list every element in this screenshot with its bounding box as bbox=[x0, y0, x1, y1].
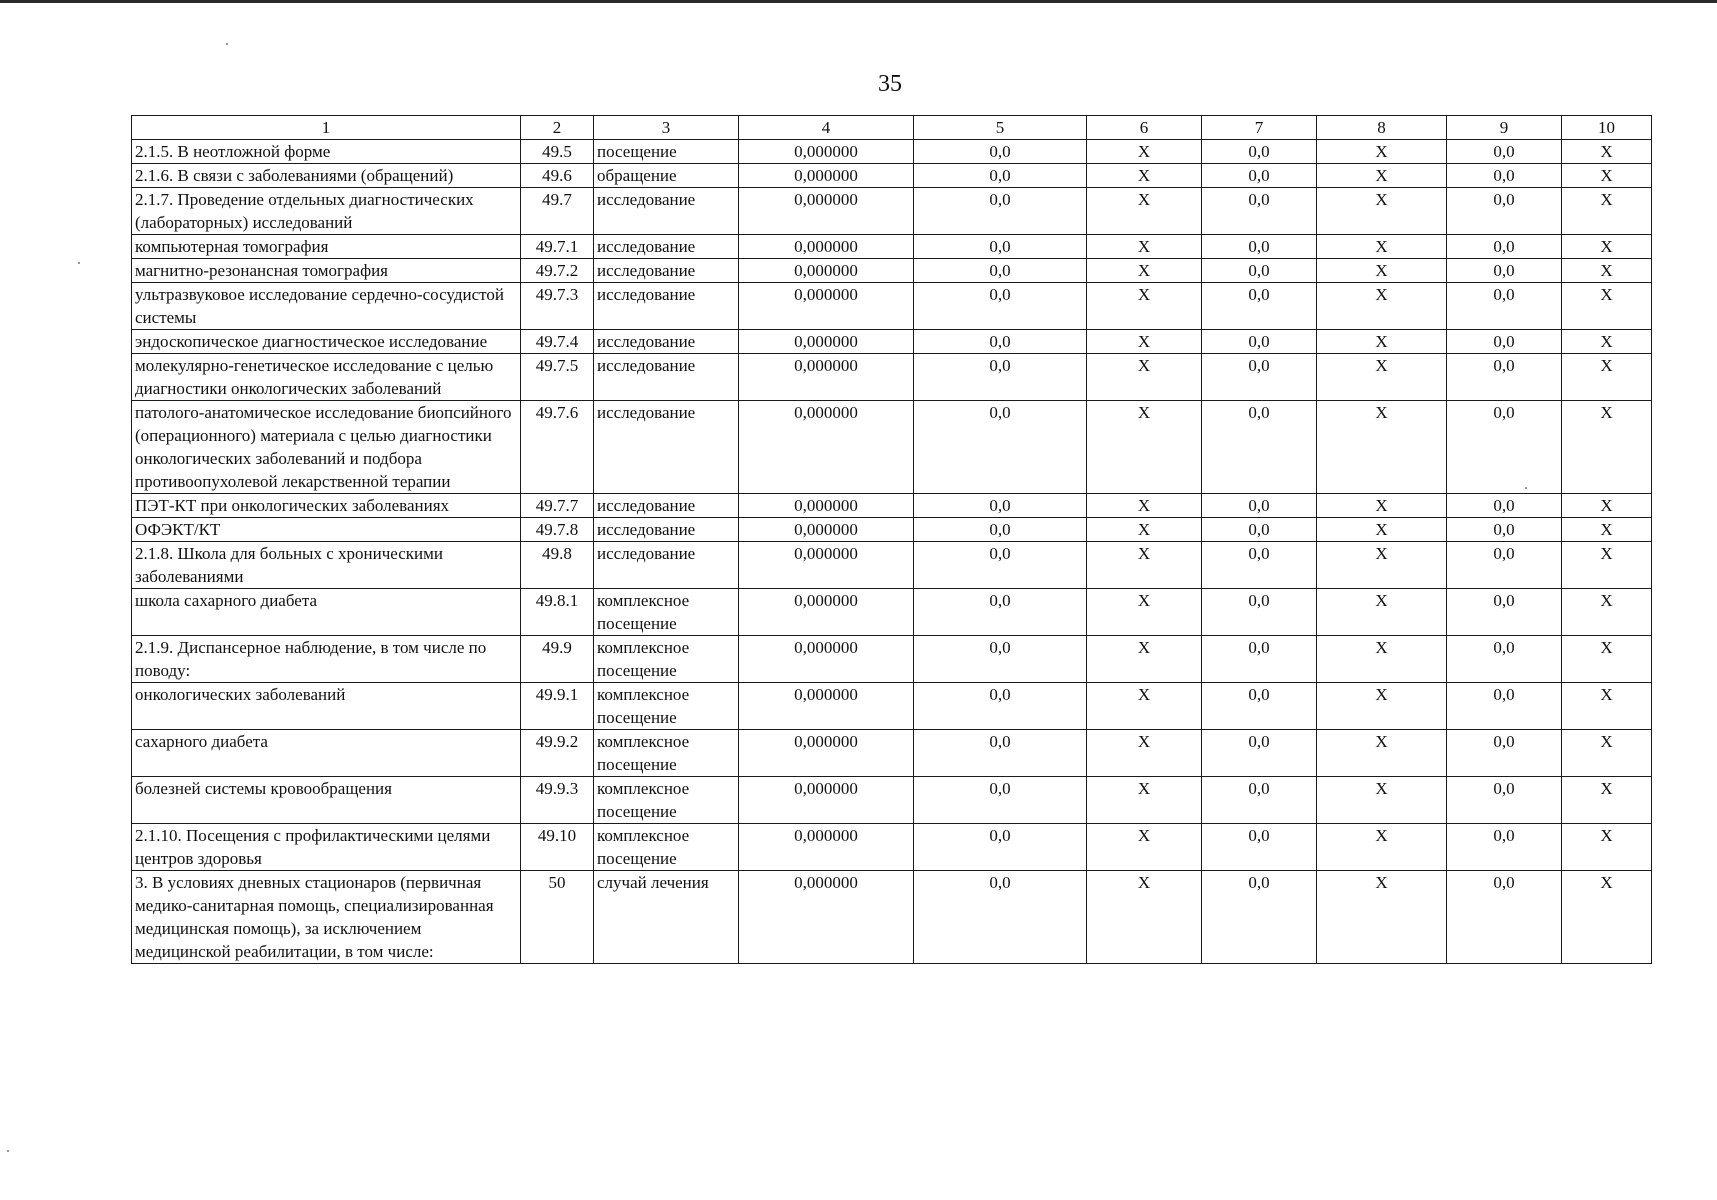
value-cell: X bbox=[1087, 235, 1202, 259]
scan-top-edge bbox=[0, 0, 1717, 3]
value-cell: X bbox=[1562, 683, 1652, 730]
value-cell: X bbox=[1087, 330, 1202, 354]
value-cell: X bbox=[1087, 542, 1202, 589]
value-cell: 0,0 bbox=[1447, 589, 1562, 636]
value-cell: X bbox=[1562, 164, 1652, 188]
row-name-cell: 2.1.8. Школа для больных с хроническими заболеваниями bbox=[132, 542, 521, 589]
value-cell: X bbox=[1087, 188, 1202, 235]
table-row bbox=[132, 164, 1652, 188]
value-cell: 0,0 bbox=[1447, 518, 1562, 542]
value-cell: 0,0 bbox=[914, 871, 1087, 964]
value-cell: X bbox=[1562, 259, 1652, 283]
value-cell: 0,0 bbox=[914, 589, 1087, 636]
row-unit-cell: исследование bbox=[594, 235, 739, 259]
row-name-cell: ультразвуковое исследование сердечно-сосудистой системы bbox=[132, 283, 521, 330]
value-cell: 0,0 bbox=[914, 164, 1087, 188]
value-cell: X bbox=[1317, 140, 1447, 164]
value-cell: 0,000000 bbox=[739, 259, 914, 283]
value-cell: X bbox=[1087, 824, 1202, 871]
value-cell: 0,000000 bbox=[739, 494, 914, 518]
value-cell: 0,0 bbox=[1202, 354, 1317, 401]
value-cell: X bbox=[1317, 401, 1447, 494]
value-cell: X bbox=[1087, 589, 1202, 636]
row-unit-cell: комплексное посещение bbox=[594, 589, 739, 636]
row-unit-cell: исследование bbox=[594, 283, 739, 330]
column-header: 4 bbox=[739, 116, 914, 140]
value-cell: 0,0 bbox=[1202, 777, 1317, 824]
value-cell: X bbox=[1317, 283, 1447, 330]
value-cell: 0,0 bbox=[1447, 235, 1562, 259]
value-cell: X bbox=[1087, 401, 1202, 494]
value-cell: X bbox=[1317, 494, 1447, 518]
value-cell: 0,0 bbox=[1447, 683, 1562, 730]
value-cell: 0,0 bbox=[1202, 401, 1317, 494]
row-name-cell: 2.1.5. В неотложной форме bbox=[132, 140, 521, 164]
value-cell: 0,0 bbox=[914, 401, 1087, 494]
table-row bbox=[132, 283, 1652, 330]
row-name-cell: компьютерная томография bbox=[132, 235, 521, 259]
row-unit-cell: исследование bbox=[594, 330, 739, 354]
value-cell: X bbox=[1317, 636, 1447, 683]
value-cell: 0,0 bbox=[914, 683, 1087, 730]
value-cell: 0,0 bbox=[914, 259, 1087, 283]
value-cell: X bbox=[1562, 283, 1652, 330]
value-cell: 0,0 bbox=[1202, 259, 1317, 283]
value-cell: 0,000000 bbox=[739, 871, 914, 964]
value-cell: 0,0 bbox=[1447, 259, 1562, 283]
row-code-cell: 49.7.6 bbox=[521, 401, 594, 494]
row-name-cell: 2.1.7. Проведение отдельных диагностических (лабораторных) исследований bbox=[132, 188, 521, 235]
row-unit-cell: исследование bbox=[594, 542, 739, 589]
value-cell: 0,0 bbox=[1447, 401, 1562, 494]
value-cell: X bbox=[1087, 777, 1202, 824]
row-unit-cell: посещение bbox=[594, 140, 739, 164]
row-unit-cell: исследование bbox=[594, 259, 739, 283]
column-header: 7 bbox=[1202, 116, 1317, 140]
value-cell: X bbox=[1087, 636, 1202, 683]
column-number-header-row bbox=[132, 116, 1652, 140]
column-header: 2 bbox=[521, 116, 594, 140]
value-cell: 0,0 bbox=[914, 636, 1087, 683]
value-cell: 0,0 bbox=[1202, 188, 1317, 235]
value-cell: 0,0 bbox=[1447, 824, 1562, 871]
value-cell: X bbox=[1087, 730, 1202, 777]
value-cell: X bbox=[1562, 330, 1652, 354]
value-cell: X bbox=[1317, 589, 1447, 636]
value-cell: 0,0 bbox=[914, 542, 1087, 589]
value-cell: 0,000000 bbox=[739, 164, 914, 188]
column-header: 10 bbox=[1562, 116, 1652, 140]
value-cell: 0,0 bbox=[1447, 330, 1562, 354]
value-cell: 0,0 bbox=[1447, 636, 1562, 683]
scan-speck bbox=[7, 1150, 9, 1152]
row-code-cell: 49.7.7 bbox=[521, 494, 594, 518]
scan-speck bbox=[1525, 487, 1527, 489]
table-row bbox=[132, 636, 1652, 683]
value-cell: 0,0 bbox=[1202, 542, 1317, 589]
value-cell: 0,0 bbox=[1447, 494, 1562, 518]
column-header: 9 bbox=[1447, 116, 1562, 140]
value-cell: 0,0 bbox=[1202, 494, 1317, 518]
table-row bbox=[132, 777, 1652, 824]
row-code-cell: 49.7 bbox=[521, 188, 594, 235]
value-cell: X bbox=[1317, 164, 1447, 188]
value-cell: 0,0 bbox=[914, 188, 1087, 235]
value-cell: X bbox=[1562, 401, 1652, 494]
row-name-cell: болезней системы кровообращения bbox=[132, 777, 521, 824]
value-cell: X bbox=[1562, 235, 1652, 259]
value-cell: 0,000000 bbox=[739, 542, 914, 589]
value-cell: 0,000000 bbox=[739, 589, 914, 636]
row-name-cell: 2.1.9. Диспансерное наблюдение, в том числе по поводу: bbox=[132, 636, 521, 683]
row-unit-cell: комплексное посещение bbox=[594, 730, 739, 777]
table-row bbox=[132, 730, 1652, 777]
value-cell: X bbox=[1317, 824, 1447, 871]
row-name-cell: 3. В условиях дневных стационаров (первичная медико-санитарная помощь, специализированная медицинская помощь), за исключением медицинской реабилитации, в том числе: bbox=[132, 871, 521, 964]
value-cell: 0,0 bbox=[914, 330, 1087, 354]
value-cell: X bbox=[1087, 140, 1202, 164]
value-cell: 0,000000 bbox=[739, 824, 914, 871]
table-row bbox=[132, 354, 1652, 401]
row-code-cell: 49.7.5 bbox=[521, 354, 594, 401]
value-cell: 0,0 bbox=[1202, 164, 1317, 188]
value-cell: X bbox=[1087, 259, 1202, 283]
column-header: 3 bbox=[594, 116, 739, 140]
value-cell: X bbox=[1562, 730, 1652, 777]
row-unit-cell: комплексное посещение bbox=[594, 636, 739, 683]
value-cell: 0,0 bbox=[1202, 140, 1317, 164]
row-name-cell: 2.1.10. Посещения с профилактическими целями центров здоровья bbox=[132, 824, 521, 871]
row-unit-cell: комплексное посещение bbox=[594, 683, 739, 730]
value-cell: 0,0 bbox=[1447, 777, 1562, 824]
row-unit-cell: случай лечения bbox=[594, 871, 739, 964]
value-cell: X bbox=[1317, 683, 1447, 730]
row-name-cell: ПЭТ-КТ при онкологических заболеваниях bbox=[132, 494, 521, 518]
value-cell: X bbox=[1087, 494, 1202, 518]
row-unit-cell: комплексное посещение bbox=[594, 777, 739, 824]
value-cell: X bbox=[1317, 188, 1447, 235]
data-table bbox=[131, 115, 1652, 964]
table-row bbox=[132, 235, 1652, 259]
value-cell: X bbox=[1317, 730, 1447, 777]
table-row bbox=[132, 188, 1652, 235]
row-unit-cell: исследование bbox=[594, 188, 739, 235]
column-header: 6 bbox=[1087, 116, 1202, 140]
row-unit-cell: исследование bbox=[594, 518, 739, 542]
value-cell: 0,0 bbox=[1447, 542, 1562, 589]
table-row bbox=[132, 259, 1652, 283]
row-unit-cell: исследование bbox=[594, 401, 739, 494]
row-code-cell: 49.5 bbox=[521, 140, 594, 164]
row-code-cell: 49.7.3 bbox=[521, 283, 594, 330]
row-code-cell: 49.10 bbox=[521, 824, 594, 871]
value-cell: 0,0 bbox=[1447, 354, 1562, 401]
value-cell: X bbox=[1087, 283, 1202, 330]
row-code-cell: 49.8.1 bbox=[521, 589, 594, 636]
column-header: 1 bbox=[132, 116, 521, 140]
value-cell: 0,0 bbox=[914, 824, 1087, 871]
value-cell: X bbox=[1562, 494, 1652, 518]
value-cell: 0,0 bbox=[1202, 636, 1317, 683]
row-name-cell: ОФЭКТ/КТ bbox=[132, 518, 521, 542]
row-code-cell: 49.8 bbox=[521, 542, 594, 589]
row-unit-cell: комплексное посещение bbox=[594, 824, 739, 871]
value-cell: 0,0 bbox=[1447, 283, 1562, 330]
value-cell: X bbox=[1562, 824, 1652, 871]
page-number: 35 bbox=[878, 71, 902, 97]
value-cell: X bbox=[1317, 542, 1447, 589]
scan-speck bbox=[78, 262, 80, 264]
value-cell: X bbox=[1317, 330, 1447, 354]
row-unit-cell: исследование bbox=[594, 494, 739, 518]
value-cell: 0,0 bbox=[1202, 824, 1317, 871]
value-cell: 0,000000 bbox=[739, 330, 914, 354]
value-cell: 0,000000 bbox=[739, 683, 914, 730]
table-row bbox=[132, 871, 1652, 964]
row-unit-cell: обращение bbox=[594, 164, 739, 188]
value-cell: X bbox=[1562, 188, 1652, 235]
table-row bbox=[132, 683, 1652, 730]
value-cell: 0,000000 bbox=[739, 188, 914, 235]
value-cell: X bbox=[1317, 518, 1447, 542]
row-name-cell: 2.1.6. В связи с заболеваниями (обращений) bbox=[132, 164, 521, 188]
row-name-cell: молекулярно-генетическое исследование с целью диагностики онкологических заболеваний bbox=[132, 354, 521, 401]
row-code-cell: 50 bbox=[521, 871, 594, 964]
value-cell: 0,0 bbox=[1447, 730, 1562, 777]
row-name-cell: сахарного диабета bbox=[132, 730, 521, 777]
table-row bbox=[132, 824, 1652, 871]
table-row bbox=[132, 401, 1652, 494]
value-cell: X bbox=[1562, 777, 1652, 824]
value-cell: 0,0 bbox=[914, 354, 1087, 401]
value-cell: X bbox=[1562, 589, 1652, 636]
value-cell: X bbox=[1317, 259, 1447, 283]
row-name-cell: патолого-анатомическое исследование биопсийного (операционного) материала с целью диагностики онкологических заболеваний и подбора противоопухолевой лекарственной терапии bbox=[132, 401, 521, 494]
value-cell: 0,0 bbox=[1202, 683, 1317, 730]
value-cell: 0,0 bbox=[1202, 518, 1317, 542]
value-cell: X bbox=[1562, 636, 1652, 683]
value-cell: X bbox=[1317, 235, 1447, 259]
table-row bbox=[132, 330, 1652, 354]
value-cell: 0,0 bbox=[914, 730, 1087, 777]
column-header: 8 bbox=[1317, 116, 1447, 140]
value-cell: 0,0 bbox=[914, 494, 1087, 518]
value-cell: X bbox=[1087, 518, 1202, 542]
value-cell: 0,0 bbox=[914, 235, 1087, 259]
table-row bbox=[132, 140, 1652, 164]
table-row bbox=[132, 518, 1652, 542]
table-row bbox=[132, 589, 1652, 636]
row-code-cell: 49.9.3 bbox=[521, 777, 594, 824]
value-cell: X bbox=[1562, 542, 1652, 589]
table-row bbox=[132, 542, 1652, 589]
value-cell: 0,000000 bbox=[739, 730, 914, 777]
value-cell: X bbox=[1087, 871, 1202, 964]
row-code-cell: 49.7.8 bbox=[521, 518, 594, 542]
value-cell: 0,0 bbox=[914, 518, 1087, 542]
value-cell: 0,0 bbox=[1447, 164, 1562, 188]
scan-speck bbox=[226, 43, 228, 45]
value-cell: X bbox=[1087, 354, 1202, 401]
row-name-cell: онкологических заболеваний bbox=[132, 683, 521, 730]
value-cell: 0,000000 bbox=[739, 777, 914, 824]
value-cell: 0,0 bbox=[1447, 188, 1562, 235]
column-header: 5 bbox=[914, 116, 1087, 140]
table-row bbox=[132, 494, 1652, 518]
value-cell: X bbox=[1087, 164, 1202, 188]
value-cell: 0,0 bbox=[914, 777, 1087, 824]
value-cell: 0,0 bbox=[1202, 730, 1317, 777]
row-code-cell: 49.9.1 bbox=[521, 683, 594, 730]
table-body bbox=[132, 140, 1652, 964]
value-cell: 0,0 bbox=[1202, 589, 1317, 636]
value-cell: X bbox=[1562, 140, 1652, 164]
value-cell: 0,000000 bbox=[739, 140, 914, 164]
value-cell: 0,0 bbox=[1447, 140, 1562, 164]
row-code-cell: 49.7.2 bbox=[521, 259, 594, 283]
value-cell: X bbox=[1317, 354, 1447, 401]
row-code-cell: 49.7.4 bbox=[521, 330, 594, 354]
value-cell: 0,000000 bbox=[739, 518, 914, 542]
value-cell: 0,0 bbox=[1447, 871, 1562, 964]
value-cell: 0,000000 bbox=[739, 235, 914, 259]
value-cell: X bbox=[1087, 683, 1202, 730]
row-code-cell: 49.7.1 bbox=[521, 235, 594, 259]
value-cell: X bbox=[1317, 777, 1447, 824]
value-cell: 0,0 bbox=[1202, 235, 1317, 259]
row-code-cell: 49.9 bbox=[521, 636, 594, 683]
row-name-cell: магнитно-резонансная томография bbox=[132, 259, 521, 283]
value-cell: 0,0 bbox=[914, 140, 1087, 164]
value-cell: 0,000000 bbox=[739, 636, 914, 683]
value-cell: 0,0 bbox=[1202, 330, 1317, 354]
row-code-cell: 49.6 bbox=[521, 164, 594, 188]
row-code-cell: 49.9.2 bbox=[521, 730, 594, 777]
value-cell: X bbox=[1562, 354, 1652, 401]
value-cell: 0,000000 bbox=[739, 354, 914, 401]
value-cell: 0,000000 bbox=[739, 283, 914, 330]
value-cell: 0,000000 bbox=[739, 401, 914, 494]
value-cell: 0,0 bbox=[1202, 871, 1317, 964]
value-cell: X bbox=[1562, 871, 1652, 964]
value-cell: 0,0 bbox=[1202, 283, 1317, 330]
value-cell: 0,0 bbox=[914, 283, 1087, 330]
row-unit-cell: исследование bbox=[594, 354, 739, 401]
row-name-cell: школа сахарного диабета bbox=[132, 589, 521, 636]
row-name-cell: эндоскопическое диагностическое исследование bbox=[132, 330, 521, 354]
value-cell: X bbox=[1562, 518, 1652, 542]
value-cell: X bbox=[1317, 871, 1447, 964]
